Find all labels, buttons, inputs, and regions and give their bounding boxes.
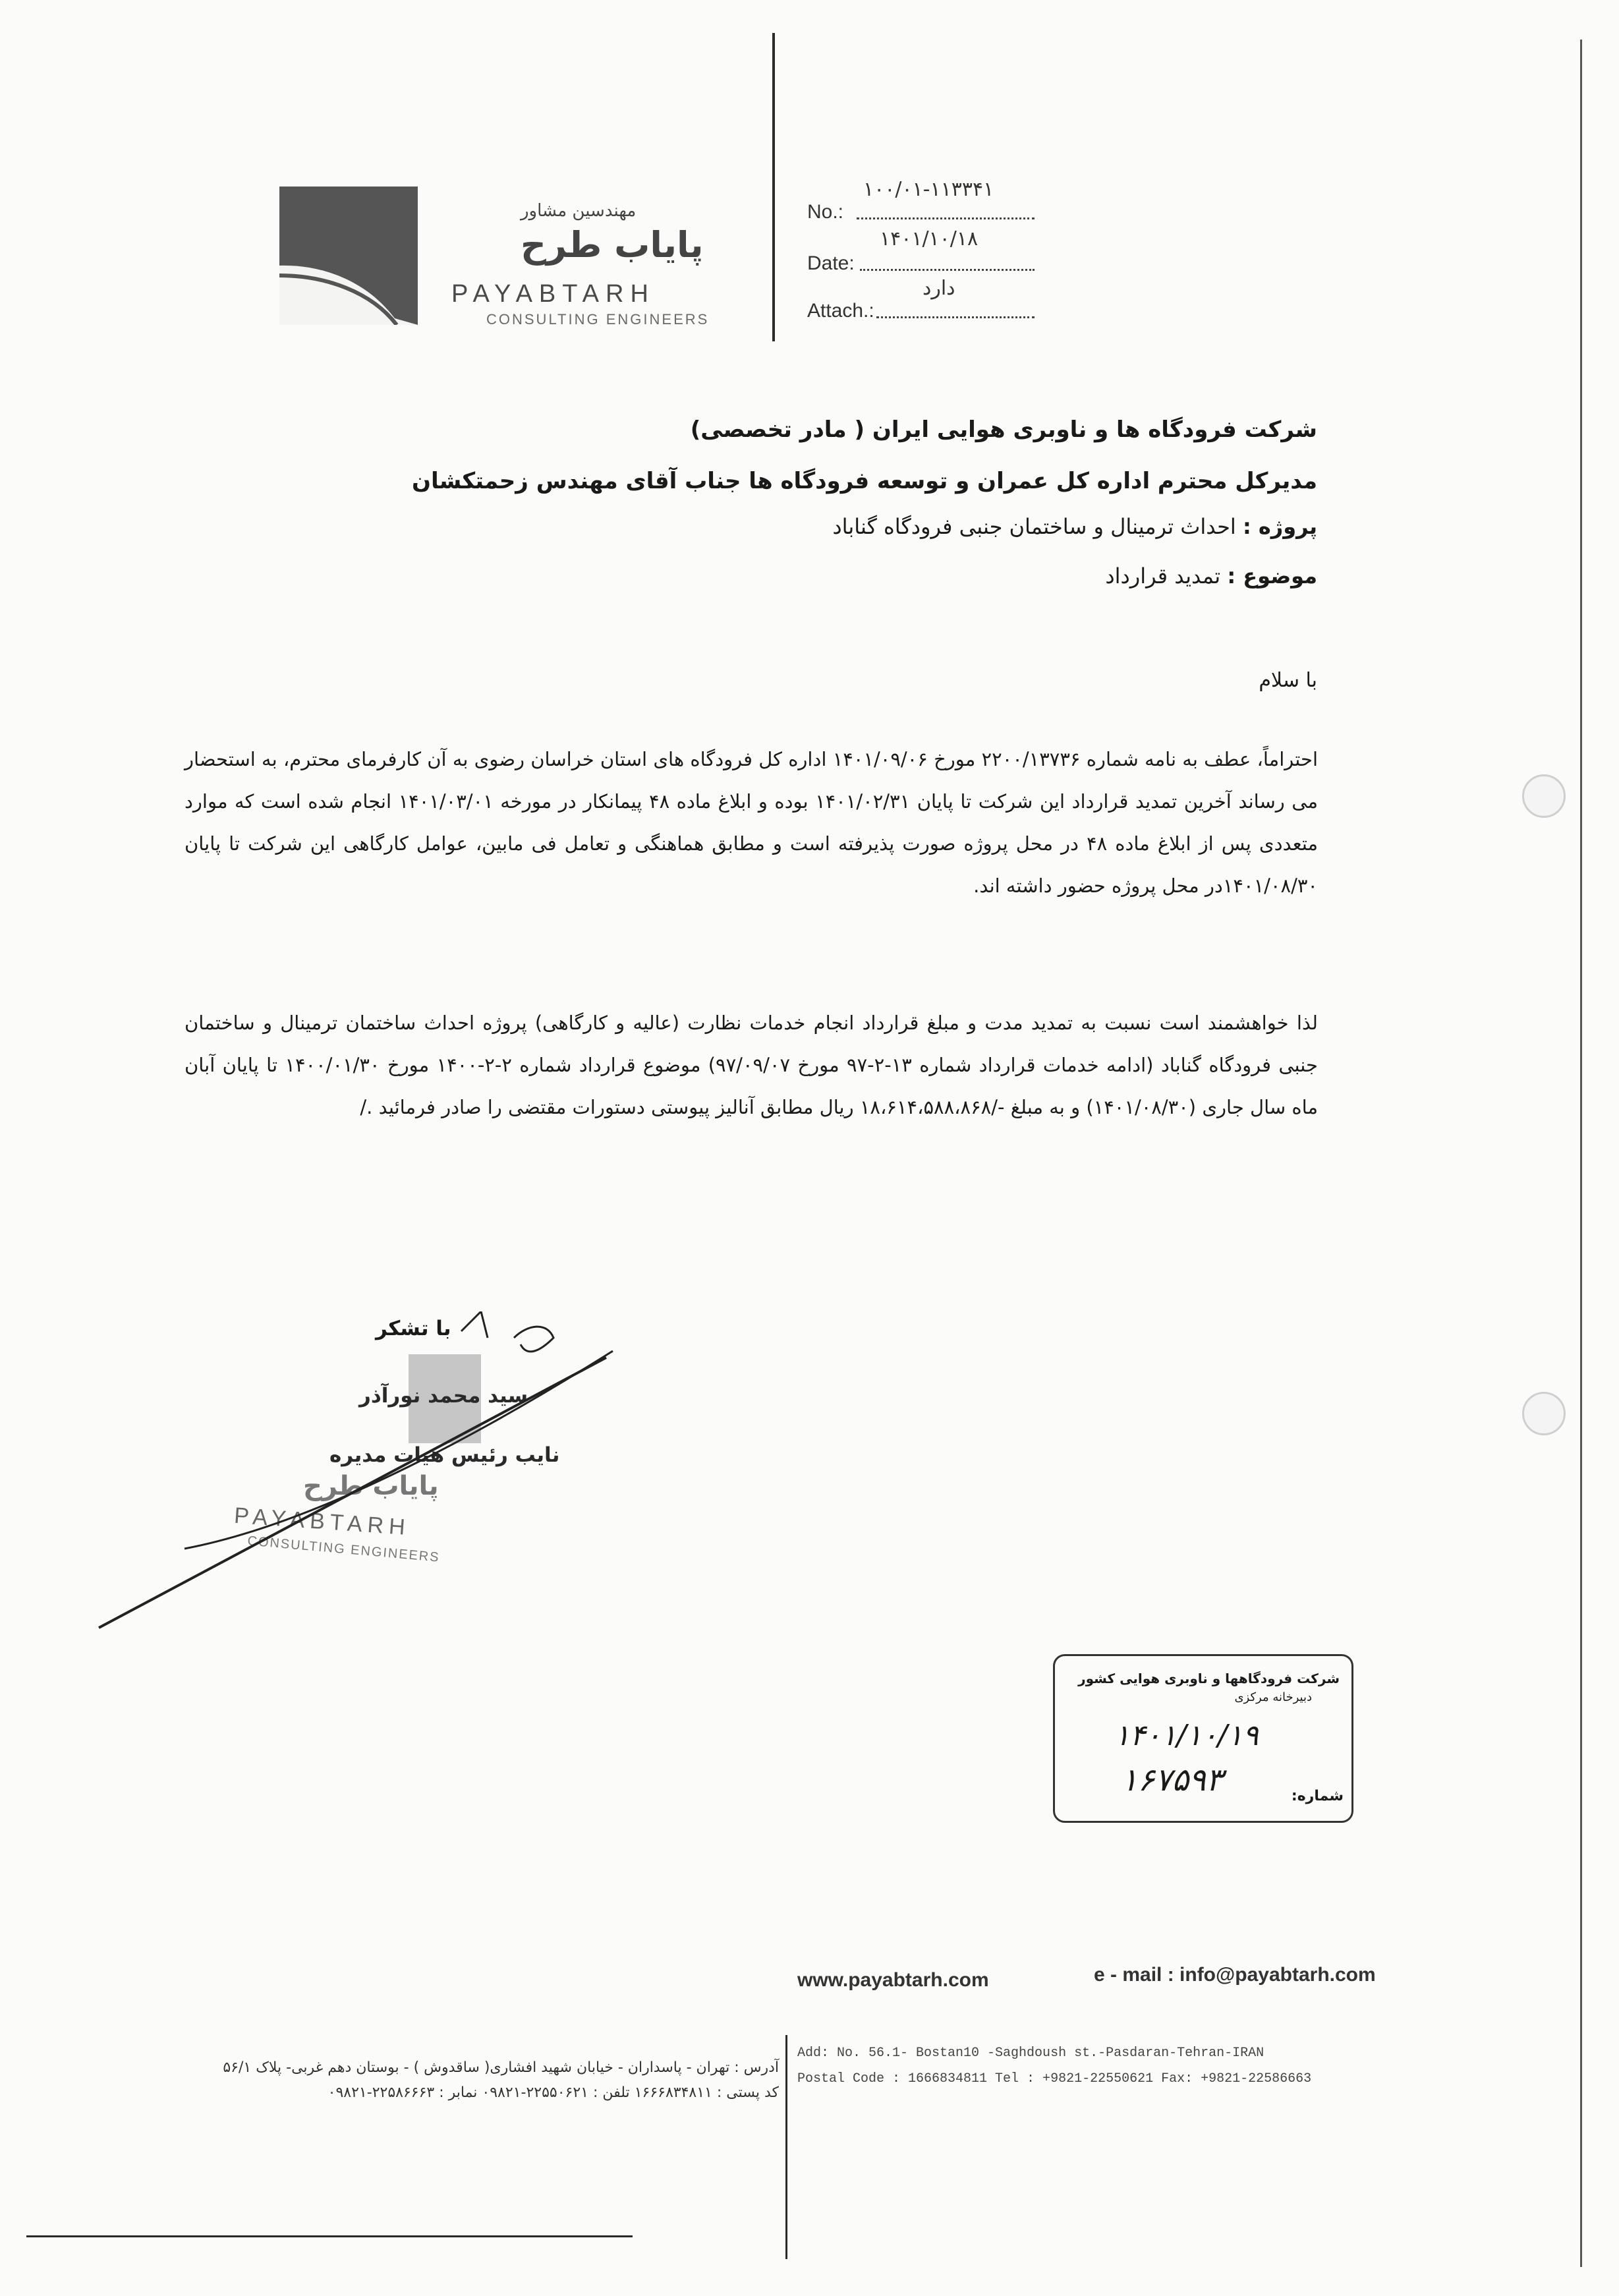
footer-address-fa: آدرس : تهران - پاسداران - خیابان شهید افشاری( ساقدوش ) - بوستان دهم غربی- پلاک ۵۶/۱ bbox=[223, 2059, 779, 2076]
punch-hole bbox=[1522, 774, 1566, 818]
project-line bbox=[395, 514, 1317, 539]
attachment-dots bbox=[876, 316, 1035, 318]
receipt-stamp bbox=[1053, 1654, 1353, 1823]
body-paragraph-2: لذا خواهشمند است نسبت به تمدید مدت و مبلغ قرارداد انجام خدمات نظارت (عالیه و کارگاهی) پروژه احداث ساختمان ترمینال و ساختمان جنبی فرودگاه گناباد (ادامه خدمات قرارداد شماره ۱۳-۲-۹۷ مورخ ۹۷/۰۹/۰۷) موضوع قرارداد شماره ۲-۲-۱۴۰۰ مورخ ۱۴۰۰/۰۱/۳۰ تا پایان آبان ماه سال جاری (۱۴۰۱/۰۸/۳۰) و به مبلغ -/۱۸،۶۱۴،۵۸۸،۸۶۸ ریال مطابق آنالیز پیوستی دستورات مقتضی را صادر فرمائید ./ bbox=[185, 1012, 1318, 1118]
subject-value: تمدید قرارداد bbox=[1105, 563, 1221, 588]
body-paragraph-1: احتراماً، عطف به نامه شماره ۲۲۰۰/۱۳۷۳۶ مورخ ۱۴۰۱/۰۹/۰۶ اداره کل فرودگاه های استان خراسان رضوی به آن کارفرمای محترم، به استحضار می رساند آخرین تمدید قرارداد این شرکت تا پایان ۱۴۰۱/۰۲/۳۱ بوده و ابلاغ ماده ۴۸ پیمانکار در مورخه ۱۴۰۱/۰۳/۰۱ انجام شده است که موارد متعددی پس از ابلاغ ماده ۴۸ در محل پروژه صورت پذیرفته است و مطابق هماهنگی و تعامل فی مابین، عوامل کارگاهی این شرکت تا پایان ۱۴۰۱/۰۸/۳۰در محل پروژه حضور داشته اند. bbox=[185, 748, 1318, 897]
subject-line bbox=[395, 563, 1317, 588]
receipt-date: ۱۴۰۱/۱۰/۱۹ bbox=[1114, 1719, 1259, 1752]
logo-mark bbox=[279, 187, 418, 325]
logo-en-sub: CONSULTING ENGINEERS bbox=[486, 311, 710, 328]
attachment-value: دارد bbox=[923, 277, 955, 300]
signature-stamp-fa: پایاب طرح bbox=[303, 1471, 439, 1501]
right-margin-rule bbox=[1580, 40, 1582, 2267]
letter-number-label: No.: bbox=[807, 201, 844, 223]
logo-en-name: PAYABTARH bbox=[451, 280, 655, 308]
footer-email[interactable]: e - mail : info@payabtarh.com bbox=[1094, 1964, 1376, 1986]
receipt-org-line1: شرکت فرودگاهها و ناوبری هوایی کشور bbox=[1078, 1671, 1340, 1686]
footer-contact-fa: کد پستی : ۱۶۶۶۸۳۴۸۱۱ تلفن : ۲۲۵۵۰۶۲۱-۰۹۸۲۱ نمابر : ۲۲۵۸۶۶۶۳-۰۹۸۲۱ bbox=[327, 2084, 779, 2101]
addressee-company: شرکت فرودگاه ها و ناوبری هوایی ایران ( مادر تخصصی) bbox=[690, 416, 1317, 443]
signature-stamp-sub: CONSULTING ENGINEERS bbox=[246, 1534, 441, 1565]
footer-contact-en: Postal Code : 1666834811 Tel : +9821-22550621 Fax: +9821-22586663 bbox=[797, 2071, 1312, 2086]
letter-number-dots bbox=[857, 217, 1035, 219]
signer-title: نایب رئیس هیات مدیره bbox=[329, 1443, 560, 1467]
letter-date-value: ۱۴۰۱/۱۰/۱۸ bbox=[880, 227, 979, 250]
receipt-number-label: شماره: bbox=[1291, 1788, 1344, 1804]
letter-number-value: ۱۰۰/۰۱-۱۱۳۳۴۱ bbox=[863, 178, 994, 201]
handwritten-signature bbox=[92, 1311, 619, 1634]
closing-thanks: با تشکر bbox=[376, 1317, 451, 1340]
project-label: پروژه : bbox=[1242, 514, 1317, 539]
header-vertical-rule bbox=[772, 33, 775, 341]
logo-fa-small: مهندسین مشاور bbox=[521, 201, 637, 221]
letter-date-dots bbox=[860, 269, 1035, 271]
footer-website[interactable]: www.payabtarh.com bbox=[797, 1969, 989, 1991]
attachment-label: Attach.: bbox=[807, 300, 874, 322]
subject-label: موضوع : bbox=[1227, 563, 1317, 588]
signer-name: سید محمد نورآذر bbox=[359, 1384, 528, 1408]
project-value: احداث ترمینال و ساختمان جنبی فرودگاه گناباد bbox=[832, 514, 1236, 539]
addressee-recipient: مدیرکل محترم اداره کل عمران و توسعه فرودگاه ها جناب آقای مهندس زحمتکشان bbox=[411, 468, 1317, 494]
footer-vertical-rule bbox=[785, 2035, 787, 2259]
bottom-rule bbox=[26, 2235, 633, 2237]
letter-date-label: Date: bbox=[807, 252, 855, 274]
footer-address-en: Add: No. 56.1- Bostan10 -Saghdoush st.-Pasdaran-Tehran-IRAN bbox=[797, 2046, 1264, 2061]
punch-hole bbox=[1522, 1392, 1566, 1435]
signature-stamp-en: PAYABTARH bbox=[233, 1503, 411, 1541]
receipt-org-line2: دبیرخانه مرکزی bbox=[1234, 1690, 1312, 1704]
logo-fa-big: پایاب طرح bbox=[521, 224, 704, 266]
greeting: با سلام bbox=[1259, 669, 1317, 692]
receipt-number: ۱۶۷۵۹۳ bbox=[1121, 1762, 1223, 1798]
